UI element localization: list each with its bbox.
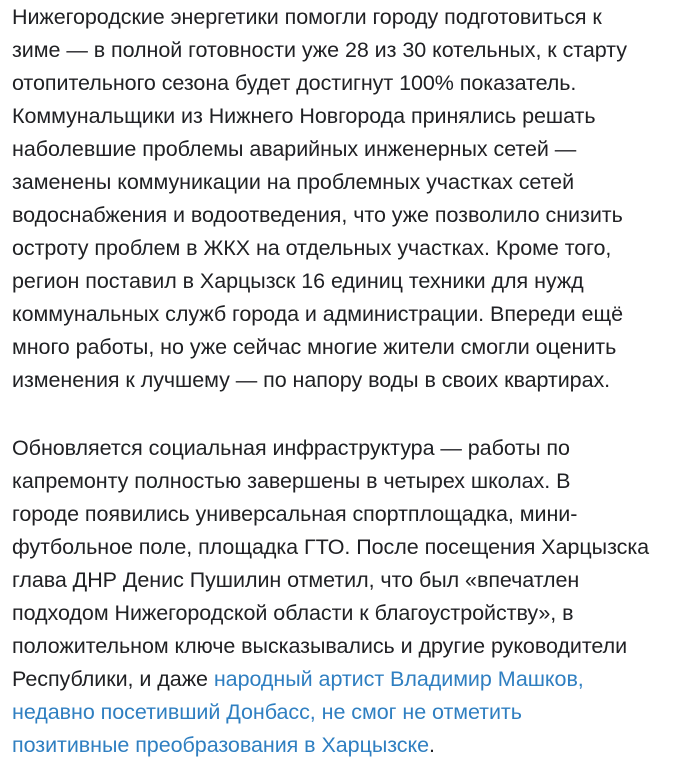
text-line: остроту проблем в ЖКХ на отдельных участках. Кроме того, <box>12 236 612 260</box>
text-line: глава ДНР Денис Пушилин отметил, что был «впечатлен <box>12 568 580 592</box>
text-line: капремонту полностью завершены в четырех школах. В <box>12 469 571 493</box>
text-line: Коммунальщики из Нижнего Новгорода принялись решать <box>12 104 596 128</box>
end-punctuation: . <box>429 733 435 757</box>
text-line: водоснабжения и водоотведения, что уже позволило снизить <box>12 203 623 227</box>
text-line: коммунальных служб города и администрации. Впереди ещё <box>12 302 623 326</box>
text-line: подходом Нижегородской области к благоустройству», в <box>12 601 574 625</box>
text-line: положительном ключе высказывались и другие руководители <box>12 634 628 658</box>
text-line: заменены коммуникации на проблемных участках сетей <box>12 170 575 194</box>
text-line <box>12 696 522 729</box>
text-line: Нижегородские энергетики помогли городу подготовиться к <box>12 5 602 29</box>
text-line: наболевшие проблемы аварийных инженерных сетей — <box>12 137 577 161</box>
text-line: Обновляется социальная инфраструктура — работы по <box>12 436 570 460</box>
article-link-mashkov-continued[interactable]: недавно посетивший Донбасс, не смог не отметить <box>12 700 522 724</box>
article-link-mashkov-end[interactable]: позитивные преобразования в Харцызске <box>12 733 430 757</box>
article-link-mashkov[interactable]: народный артист Владимир Машков, <box>213 667 584 691</box>
text-line: изменения к лучшему — по напору воды в своих квартирах. <box>12 368 611 392</box>
text-line: много работы, но уже сейчас многие жители смогли оценить <box>12 335 617 359</box>
text-line: отопительного сезона будет достигнут 100% показатель. <box>12 71 577 95</box>
text-line <box>12 729 435 762</box>
text-line: зиме — в полной готовности уже 28 из 30 котельных, к старту <box>12 38 627 62</box>
text-line: футбольное поле, площадка ГТО. После посещения Харцызска <box>12 535 650 559</box>
line-prefix: Республики, и даже <box>12 667 214 691</box>
text-line: регион поставил в Харцызск 16 единиц техники для нужд <box>12 269 584 293</box>
text-line <box>12 663 584 696</box>
text-line: городе появились универсальная спортплощадка, мини- <box>12 502 578 526</box>
